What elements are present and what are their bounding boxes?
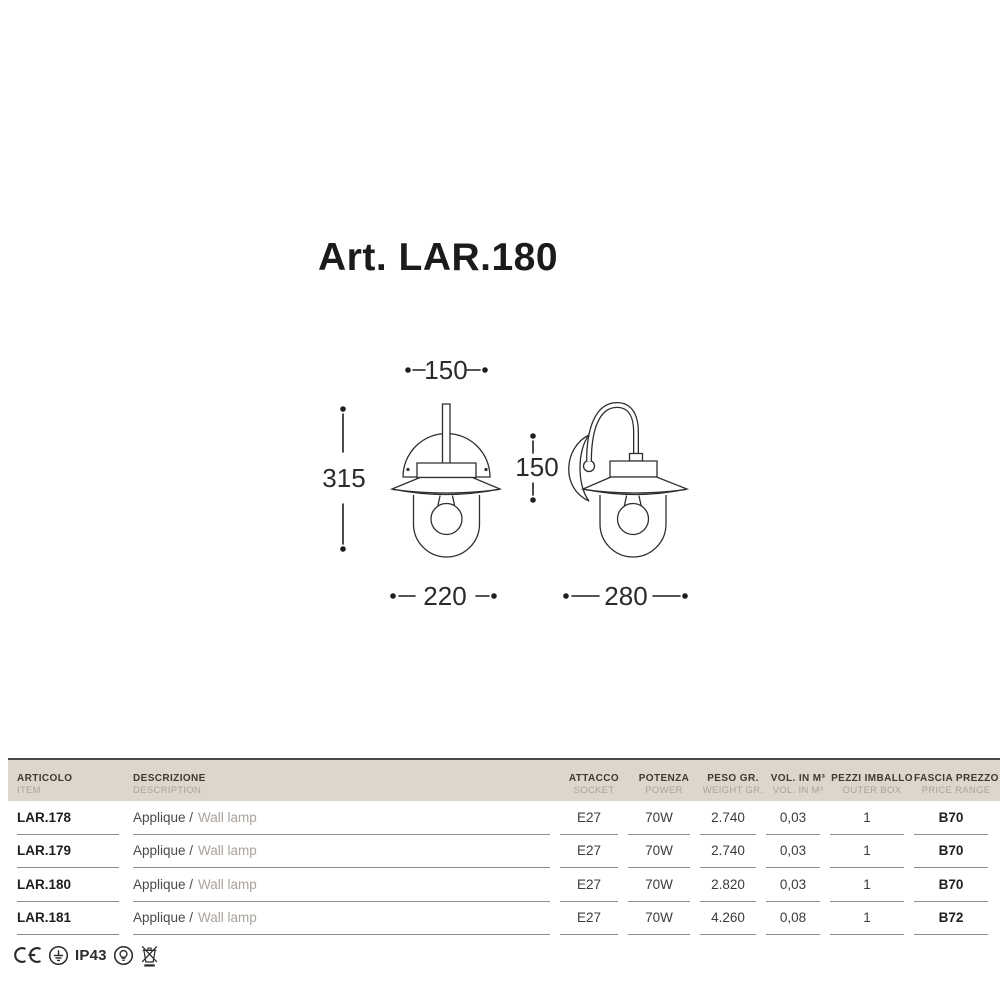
cell-power: 70W: [628, 835, 690, 869]
weee-bin-icon: [140, 943, 159, 968]
side-glass: [600, 496, 666, 558]
cell-weight: 2.740: [700, 801, 756, 835]
cell-volume: 0,03: [766, 868, 820, 902]
cell-power: 70W: [628, 902, 690, 936]
col-header-price-range: FASCIA PREZZO PRICE RANGE: [914, 772, 999, 796]
cell-weight: 4.260: [700, 902, 756, 936]
dim-side-depth: 280: [604, 581, 648, 611]
cell-pieces: 1: [830, 868, 904, 902]
front-shade: [392, 478, 500, 495]
cell-volume: 0,03: [766, 801, 820, 835]
cell-pieces: 1: [830, 835, 904, 869]
cell-description: Applique / Wall lamp: [133, 835, 550, 869]
cell-item: LAR.178: [17, 801, 119, 835]
table-row: [8, 902, 1000, 936]
cell-price-range: B70: [914, 835, 988, 869]
cell-description: Applique / Wall lamp: [133, 801, 550, 835]
cell-price-range: B72: [914, 902, 988, 936]
front-screw-right: [484, 468, 487, 471]
ip-rating-label: IP43: [75, 946, 107, 964]
table-row: [8, 868, 1000, 902]
cell-item: LAR.179: [17, 835, 119, 869]
ce-mark-icon: [12, 944, 42, 966]
cell-socket: E27: [560, 902, 618, 936]
side-arm-nut: [630, 454, 643, 462]
front-stem: [443, 404, 451, 466]
cell-weight: 2.740: [700, 835, 756, 869]
side-collar: [610, 461, 657, 477]
table-row: [8, 801, 1000, 835]
col-header-power: POTENZA POWER: [638, 772, 690, 796]
front-collar: [417, 463, 476, 478]
technical-drawing: [315, 348, 705, 623]
cell-item: LAR.180: [17, 868, 119, 902]
cell-weight: 2.820: [700, 868, 756, 902]
side-arm-outer: [589, 405, 636, 461]
cell-socket: E27: [560, 801, 618, 835]
col-header-outer-box: PEZZI IMBALLO OUTER BOX: [831, 772, 913, 796]
table-header-row: [8, 760, 1000, 801]
front-screw-left: [406, 468, 409, 471]
cell-item: LAR.181: [17, 902, 119, 936]
col-header-volume: VOL. IN M³ VOL. IN M³: [770, 772, 826, 796]
cell-price-range: B70: [914, 868, 988, 902]
dim-front-plate-width: 150: [424, 355, 468, 385]
cell-volume: 0,08: [766, 902, 820, 936]
side-knuckle: [584, 461, 595, 472]
col-header-item: ARTICOLO ITEM: [17, 772, 73, 796]
cell-socket: E27: [560, 868, 618, 902]
cell-power: 70W: [628, 868, 690, 902]
dim-front-total-height: 315: [322, 463, 366, 493]
earth-ground-icon: [48, 945, 69, 966]
side-view-lamp: [569, 405, 687, 557]
cell-description: Applique / Wall lamp: [133, 902, 550, 936]
spec-table: [8, 758, 1000, 935]
cell-description: Applique / Wall lamp: [133, 868, 550, 902]
col-header-socket: ATTACCO SOCKET: [568, 772, 620, 796]
cell-pieces: 1: [830, 902, 904, 936]
table-row: [8, 835, 1000, 869]
dim-front-shade-width: 220: [423, 581, 467, 611]
cell-volume: 0,03: [766, 835, 820, 869]
col-header-weight: PESO GR. WEIGHT GR.: [702, 772, 764, 796]
cell-price-range: B70: [914, 801, 988, 835]
front-glass: [414, 496, 480, 558]
cell-socket: E27: [560, 835, 618, 869]
lamp-circle-icon: [113, 945, 134, 966]
page-title: Art. LAR.180: [318, 236, 559, 279]
cell-power: 70W: [628, 801, 690, 835]
certification-icons: [12, 941, 159, 969]
cell-pieces: 1: [830, 801, 904, 835]
front-view-lamp: [392, 404, 500, 557]
side-shade: [583, 477, 687, 495]
dim-side-plate-height: 150: [515, 452, 559, 482]
col-header-description: DESCRIZIONE DESCRIPTION: [133, 772, 206, 796]
